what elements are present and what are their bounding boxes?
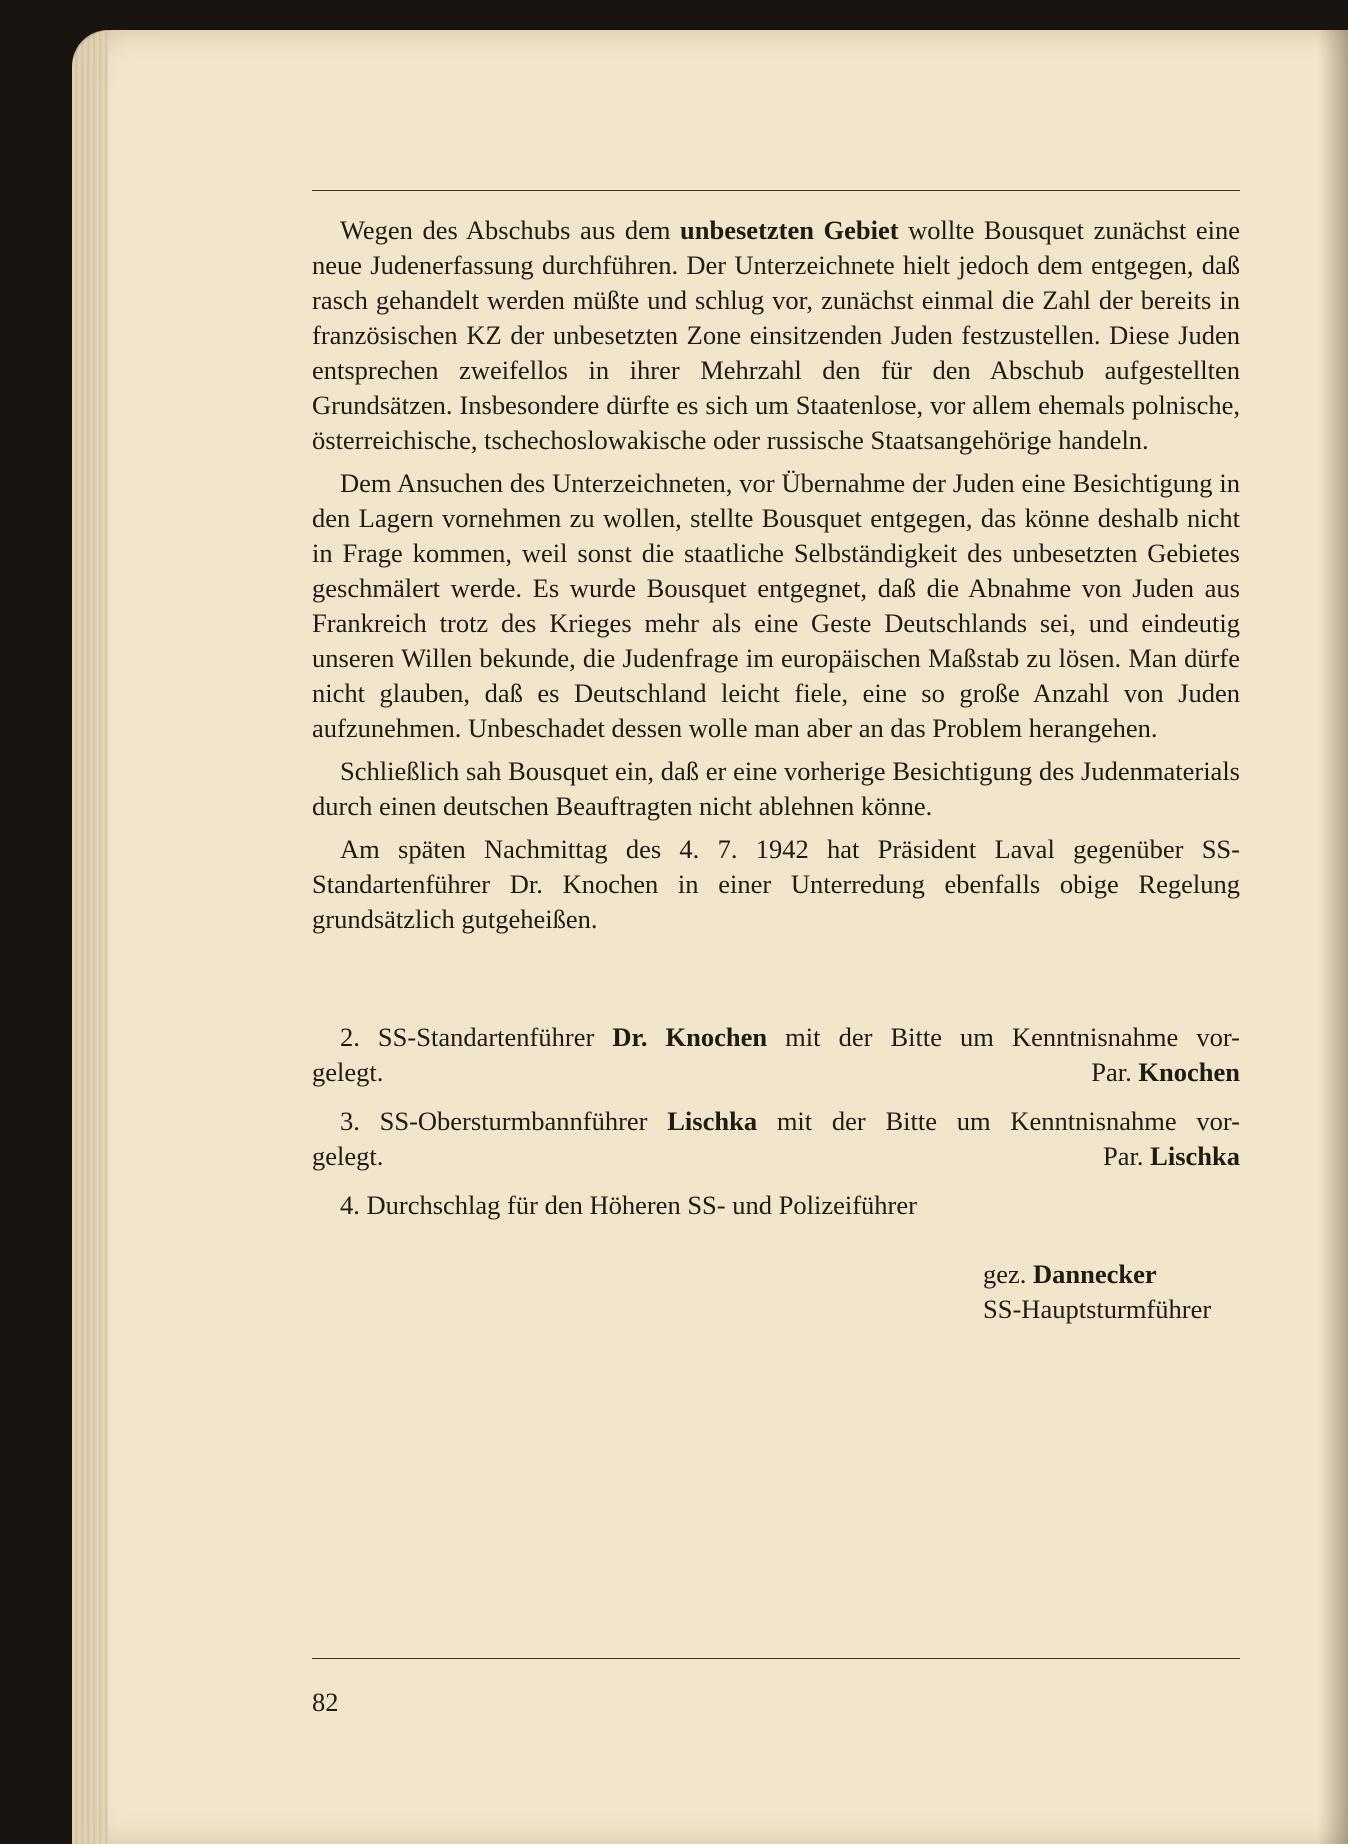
note-4: 4. Durchschlag für den Höheren SS- und Polizeiführer (340, 1190, 917, 1220)
page-number: 82 (312, 1687, 339, 1717)
paragraph-3: Schließlich sah Bousquet ein, daß er eine vorherige Besichtigung des Judenmaterials durch einen deutschen Beauftragten nicht ablehnen könne. (312, 756, 1240, 821)
signature-block (983, 1257, 1211, 1327)
signature-rank: SS-Hauptsturmführer (983, 1294, 1212, 1324)
body-text (312, 213, 1240, 945)
paraphe-lischka: Par. Lischka (1103, 1141, 1240, 1171)
name-knochen: Dr. Knochen (612, 1022, 768, 1052)
top-rule (312, 190, 1240, 191)
paraphe-knochen: Par. Knochen (1091, 1057, 1240, 1087)
note-2: 2. SS-Standartenführer Dr. Knochen mit der Bitte um Kenntnisnahme vor- gelegt. Par. Knochen (312, 1020, 1240, 1090)
paragraph-1: Wegen des Abschubs aus dem unbesetzten Gebiet wollte Bousquet zunächst eine neue Judenerfassung durchführen. Der Unterzeichnete hielt jedoch dem entgegen, daß rasch gehandelt werden müßte und schlug vor, zunächst einmal die Zahl der bereits in französischen KZ der unbesetzten Zone einsitzenden Juden festzustellen. Diese Juden entsprechen zweifellos in ihrer Mehrzahl den für den Abschub aufgestellten Grundsätzen. Insbesondere dürfte es sich um Staatenlose, vor allem ehemals polnische, österreichische, tschechoslowakische oder russische Staatsangehörige handeln. (312, 215, 1240, 455)
distribution-notes (312, 1020, 1240, 1237)
name-lischka: Lischka (667, 1106, 758, 1136)
note-3: 3. SS-Obersturmbannführer Lischka mit der Bitte um Kenntnisnahme vor- gelegt. Par. Lischka (312, 1104, 1240, 1174)
paragraph-4: Am späten Nachmittag des 4. 7. 1942 hat Präsident Laval gegenüber SS-Standartenführer Dr. Knochen in einer Unterredung ebenfalls obige Regelung grundsätzlich gutgeheißen. (312, 834, 1240, 934)
emphasis-unbesetzten-gebiet: unbesetzten Gebiet (680, 215, 899, 245)
bottom-rule (312, 1658, 1240, 1659)
signature-name: gez. Dannecker (983, 1259, 1157, 1289)
page-edge-stack (72, 30, 108, 1844)
gutter-shadow (1318, 30, 1348, 1844)
paragraph-2: Dem Ansuchen des Unterzeichneten, vor Übernahme der Juden eine Besichtigung in den Lagern vornehmen zu wollen, stellte Bousquet entgegen, das könne deshalb nicht in Frage kommen, weil sonst die staatliche Selbständigkeit des unbesetzten Gebietes geschmälert werde. Es wurde Bousquet entgegnet, daß die Abnahme von Juden aus Frankreich trotz des Krieges mehr als eine Geste Deutschlands sei, und eindeutig unseren Willen bekunde, die Judenfrage im europäischen Maßstab zu lösen. Man dürfe nicht glauben, daß es Deutschland leicht fiele, eine so große Anzahl von Juden aufzunehmen. Unbeschadet dessen wolle man aber an das Problem herangehen. (312, 468, 1240, 743)
